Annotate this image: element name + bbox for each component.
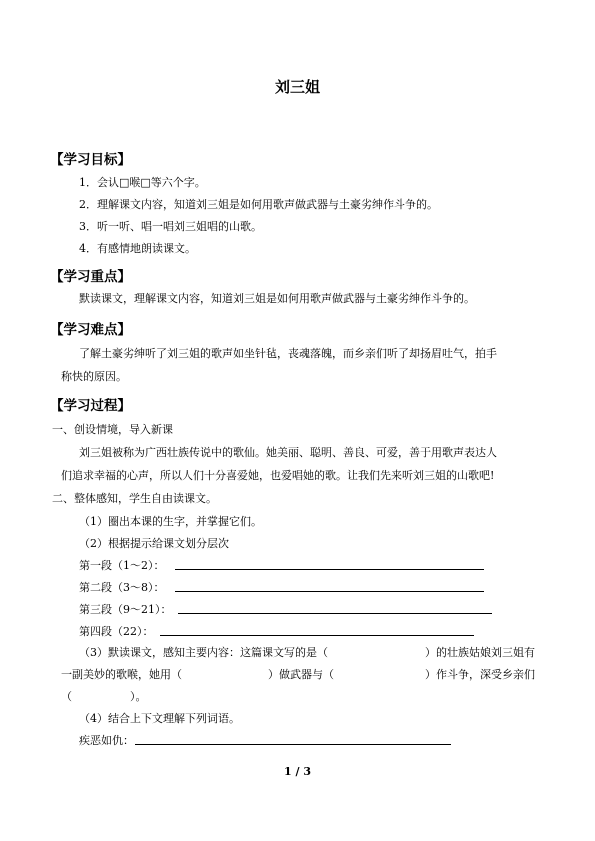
paragraph-1-label: 第一段（1～2）： (79, 559, 165, 572)
page-title: 刘三姐 (274, 78, 320, 96)
step-3-part-f: （ (61, 690, 72, 703)
key-heading: 【学习重点】 (50, 269, 131, 285)
step-2: （2）根据提示给课文划分层次 (79, 537, 229, 550)
part2-title: 二、整体感知，学生自由读课文。 (52, 492, 217, 505)
part1-line-2: 们追求幸福的心声，所以人们十分喜爱她，也爱唱她的歌。让我们先来听刘三姐的山歌吧! (61, 469, 495, 482)
step-3-part-b: ）的壮族姑娘刘三姐有 (425, 646, 535, 659)
goal-item-3: 3．听一听、唱一唱刘三姐唱的山歌。 (79, 220, 262, 233)
paragraph-3-label: 第三段（9～21）： (79, 603, 172, 616)
paragraph-4-blank[interactable] (160, 635, 474, 636)
step-3-part-g: ）。 (130, 690, 147, 703)
paragraph-4-label: 第四段（22）： (79, 625, 154, 638)
goal-item-4: 4．有感情地朗读课文。 (79, 242, 196, 255)
paragraph-3-blank[interactable] (178, 613, 492, 614)
step-3-part-e: ）作斗争，深受乡亲们 (425, 668, 535, 681)
goals-heading: 【学习目标】 (50, 152, 131, 168)
paragraph-1-blank[interactable] (175, 569, 484, 570)
step-4: （4）结合上下文理解下列词语。 (79, 712, 240, 725)
word-1-label: 疾恶如仇： (79, 734, 134, 747)
difficulty-line-2: 称快的原因。 (61, 370, 127, 383)
word-1-blank[interactable] (135, 744, 451, 745)
process-heading: 【学习过程】 (50, 398, 131, 414)
goal-item-1: 1．会认□喉□等六个字。 (79, 176, 206, 189)
goal-item-2: 2．理解课文内容，知道刘三姐是如何用歌声做武器与土豪劣绅作斗争的。 (79, 198, 438, 211)
difficulty-heading: 【学习难点】 (50, 322, 131, 338)
step-1: （1）圈出本课的生字，并掌握它们。 (79, 515, 262, 528)
page-number: 1 / 3 (284, 765, 311, 778)
key-text: 默读课文，理解课文内容，知道刘三姐是如何用歌声做武器与土豪劣绅作斗争的。 (79, 292, 475, 305)
part1-line-1: 刘三姐被称为广西壮族传说中的歌仙。她美丽、聪明、善良、可爱，善于用歌声表达人 (79, 446, 497, 459)
step-3-part-a: （3）默读课文，感知主要内容：这篇课文写的是（ (79, 646, 328, 659)
difficulty-line-1: 了解土豪劣绅听了刘三姐的歌声如坐针毡，丧魂落魄，而乡亲们听了却扬眉吐气，拍手 (79, 347, 497, 360)
step-3-part-d: ）做武器与（ (268, 668, 334, 681)
step-3-part-c: 一副美妙的歌喉，她用（ (61, 668, 182, 681)
paragraph-2-blank[interactable] (175, 591, 484, 592)
paragraph-2-label: 第二段（3～8）： (79, 581, 165, 594)
part1-title: 一、创设情境，导入新课 (52, 423, 173, 436)
